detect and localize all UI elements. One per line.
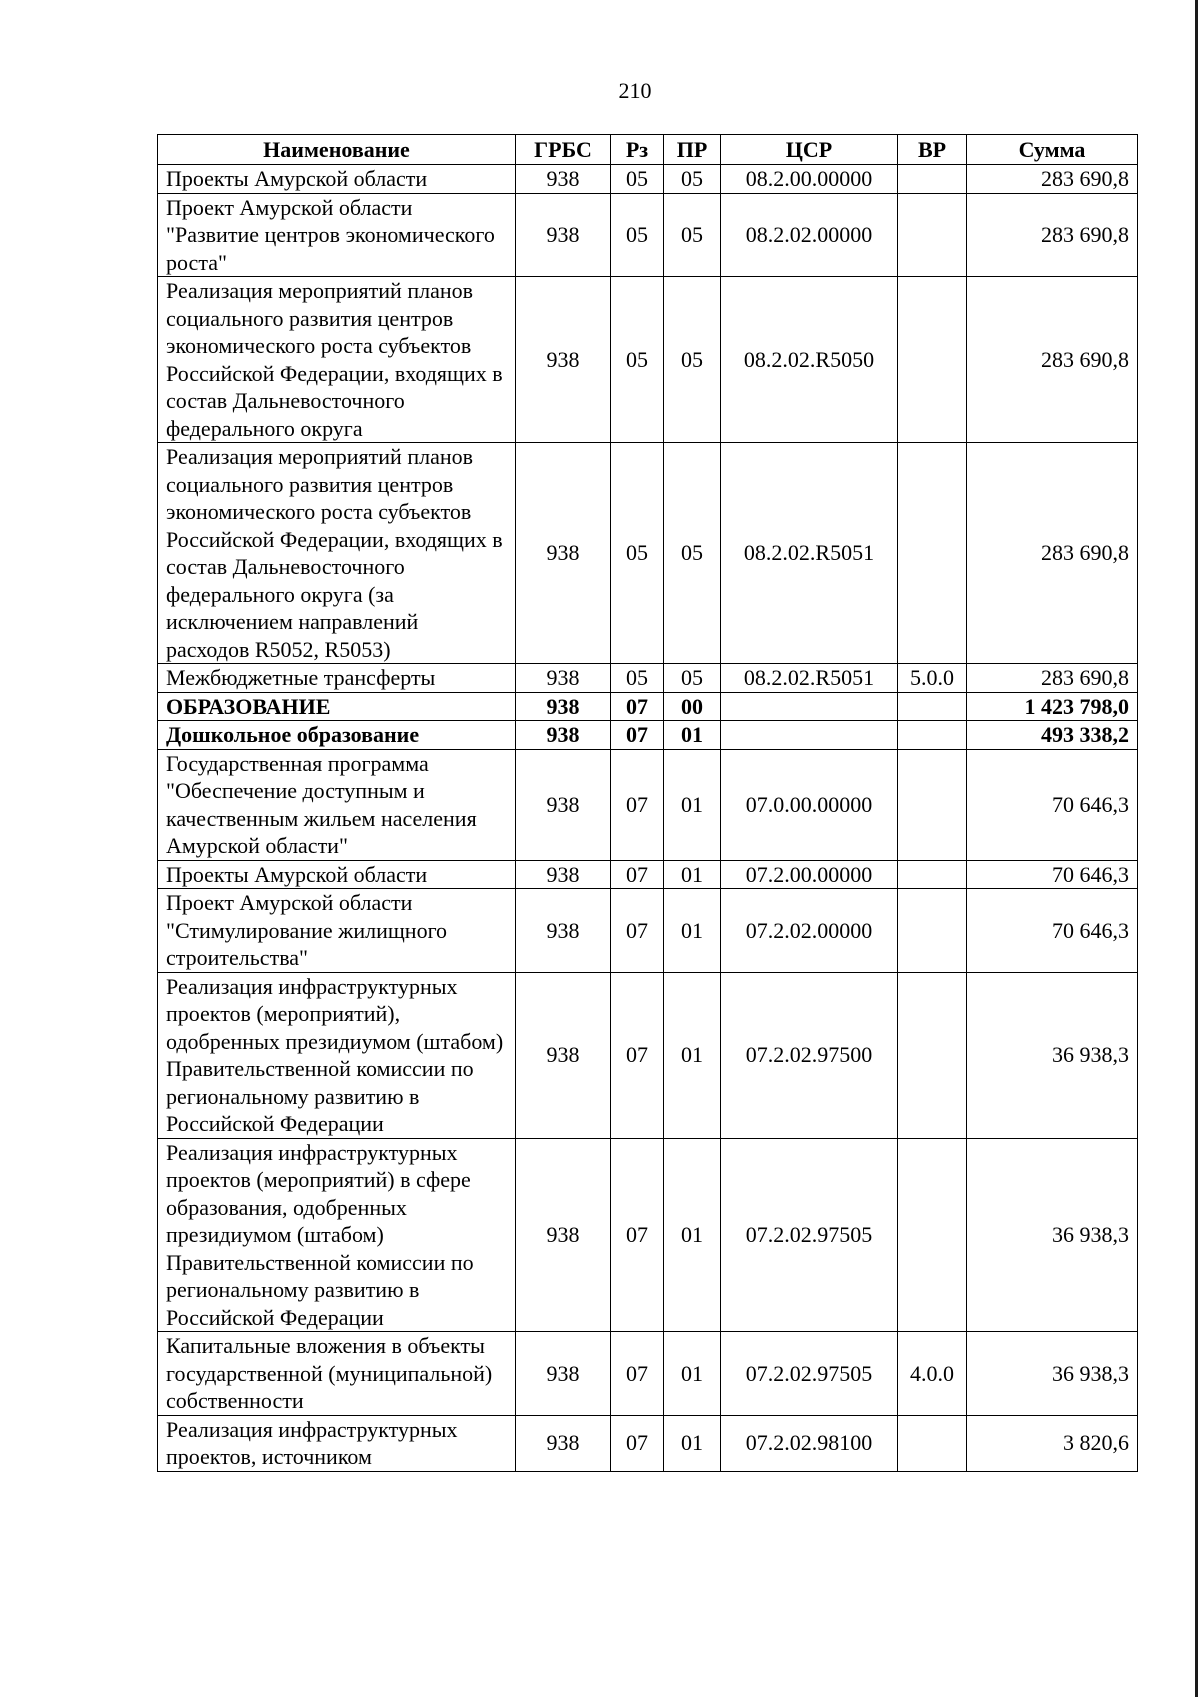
row-rz: 05: [611, 664, 664, 693]
row-csr: 07.2.02.00000: [721, 889, 898, 973]
row-name: Капитальные вложения в объекты государственной (муниципальной) собственности: [158, 1332, 516, 1416]
row-rz: 07: [611, 889, 664, 973]
row-name: ОБРАЗОВАНИЕ: [158, 692, 516, 721]
table-body: [158, 165, 1138, 1472]
row-grbs: 938: [516, 692, 611, 721]
row-name: Проект Амурской области "Развитие центров экономического роста": [158, 193, 516, 277]
page-number: 210: [618, 78, 652, 103]
table-header-row: [158, 135, 1138, 165]
table-row: [158, 721, 1138, 750]
row-rz: 07: [611, 749, 664, 860]
row-rz: 07: [611, 692, 664, 721]
row-pr: 01: [664, 749, 721, 860]
row-sum: 70 646,3: [967, 860, 1138, 889]
row-grbs: 938: [516, 165, 611, 194]
row-vr: 5.0.0: [898, 664, 967, 693]
row-vr: [898, 972, 967, 1138]
row-csr: 08.2.00.00000: [721, 165, 898, 194]
row-csr: 08.2.02.R5051: [721, 664, 898, 693]
table-row: [158, 1138, 1138, 1332]
row-rz: 07: [611, 1415, 664, 1471]
row-grbs: 938: [516, 193, 611, 277]
row-vr: [898, 721, 967, 750]
table-row: [158, 972, 1138, 1138]
row-rz: 05: [611, 165, 664, 194]
row-grbs: 938: [516, 1415, 611, 1471]
row-sum: 36 938,3: [967, 972, 1138, 1138]
row-grbs: 938: [516, 1138, 611, 1332]
header-grbs: ГРБС: [516, 135, 611, 165]
header-rz: Рз: [611, 135, 664, 165]
row-pr: 01: [664, 860, 721, 889]
row-name: Проекты Амурской области: [158, 860, 516, 889]
row-sum: 36 938,3: [967, 1332, 1138, 1416]
table-row: [158, 692, 1138, 721]
row-name: Реализация инфраструктурных проектов (мероприятий), одобренных президиумом (штабом) Правительственной комиссии по региональному развитию в Российской Федерации: [158, 972, 516, 1138]
row-vr: [898, 889, 967, 973]
row-name: Реализация инфраструктурных проектов, источником: [158, 1415, 516, 1471]
row-pr: 05: [664, 193, 721, 277]
row-csr: 07.0.00.00000: [721, 749, 898, 860]
row-sum: 283 690,8: [967, 664, 1138, 693]
row-pr: 00: [664, 692, 721, 721]
header-pr: ПР: [664, 135, 721, 165]
table-row: [158, 1332, 1138, 1416]
row-vr: [898, 165, 967, 194]
table-row: [158, 889, 1138, 973]
row-pr: 05: [664, 664, 721, 693]
row-sum: 70 646,3: [967, 889, 1138, 973]
row-sum: 283 690,8: [967, 165, 1138, 194]
row-name: Реализация инфраструктурных проектов (мероприятий) в сфере образования, одобренных президиумом (штабом) Правительственной комиссии по региональному развитию в Российской Федерации: [158, 1138, 516, 1332]
row-grbs: 938: [516, 1332, 611, 1416]
row-sum: 283 690,8: [967, 443, 1138, 664]
row-vr: [898, 692, 967, 721]
row-name: Проекты Амурской области: [158, 165, 516, 194]
row-csr: 08.2.02.R5051: [721, 443, 898, 664]
row-csr: [721, 692, 898, 721]
row-rz: 07: [611, 1138, 664, 1332]
row-sum: 283 690,8: [967, 277, 1138, 443]
row-csr: 07.2.02.97500: [721, 972, 898, 1138]
row-sum: 3 820,6: [967, 1415, 1138, 1471]
row-pr: 05: [664, 443, 721, 664]
row-name: Межбюджетные трансферты: [158, 664, 516, 693]
scan-edge-line: [1195, 0, 1198, 1697]
row-rz: 07: [611, 1332, 664, 1416]
table-row: [158, 749, 1138, 860]
row-pr: 01: [664, 721, 721, 750]
row-grbs: 938: [516, 443, 611, 664]
row-vr: [898, 1138, 967, 1332]
row-csr: 07.2.02.97505: [721, 1138, 898, 1332]
table-row: [158, 277, 1138, 443]
row-csr: 07.2.02.97505: [721, 1332, 898, 1416]
row-grbs: 938: [516, 721, 611, 750]
row-vr: [898, 860, 967, 889]
header-vr: ВР: [898, 135, 967, 165]
row-sum: 36 938,3: [967, 1138, 1138, 1332]
row-vr: [898, 443, 967, 664]
row-sum: 493 338,2: [967, 721, 1138, 750]
budget-table-container: [157, 134, 1137, 1472]
row-rz: 07: [611, 721, 664, 750]
row-vr: [898, 193, 967, 277]
table-row: [158, 165, 1138, 194]
row-sum: 1 423 798,0: [967, 692, 1138, 721]
row-pr: 01: [664, 1415, 721, 1471]
row-name: Реализация мероприятий планов социального развития центров экономического роста субъектов Российской Федерации, входящих в состав Дальневосточного федерального округа (за исключением направлений расходов R5052, R5053): [158, 443, 516, 664]
row-grbs: 938: [516, 860, 611, 889]
row-pr: 01: [664, 1332, 721, 1416]
row-pr: 01: [664, 1138, 721, 1332]
row-name: Государственная программа "Обеспечение доступным и качественным жильем населения Амурской области": [158, 749, 516, 860]
header-sum: Сумма: [967, 135, 1138, 165]
row-csr: 07.2.02.98100: [721, 1415, 898, 1471]
row-grbs: 938: [516, 277, 611, 443]
row-sum: 283 690,8: [967, 193, 1138, 277]
row-grbs: 938: [516, 749, 611, 860]
header-csr: ЦСР: [721, 135, 898, 165]
row-grbs: 938: [516, 664, 611, 693]
row-grbs: 938: [516, 889, 611, 973]
row-rz: 05: [611, 443, 664, 664]
row-vr: [898, 277, 967, 443]
row-rz: 05: [611, 277, 664, 443]
row-name: Проект Амурской области "Стимулирование жилищного строительства": [158, 889, 516, 973]
row-pr: 05: [664, 165, 721, 194]
table-row: [158, 443, 1138, 664]
row-rz: 07: [611, 972, 664, 1138]
row-rz: 07: [611, 860, 664, 889]
table-row: [158, 1415, 1138, 1471]
row-name: Дошкольное образование: [158, 721, 516, 750]
table-row: [158, 193, 1138, 277]
row-sum: 70 646,3: [967, 749, 1138, 860]
row-csr: 08.2.02.R5050: [721, 277, 898, 443]
row-vr: [898, 749, 967, 860]
row-name: Реализация мероприятий планов социального развития центров экономического роста субъектов Российской Федерации, входящих в состав Дальневосточного федерального округа: [158, 277, 516, 443]
table-row: [158, 860, 1138, 889]
row-csr: [721, 721, 898, 750]
row-grbs: 938: [516, 972, 611, 1138]
header-name: Наименование: [158, 135, 516, 165]
table-row: [158, 664, 1138, 693]
row-pr: 01: [664, 889, 721, 973]
row-vr: 4.0.0: [898, 1332, 967, 1416]
row-csr: 07.2.00.00000: [721, 860, 898, 889]
row-vr: [898, 1415, 967, 1471]
row-pr: 01: [664, 972, 721, 1138]
row-pr: 05: [664, 277, 721, 443]
row-rz: 05: [611, 193, 664, 277]
row-csr: 08.2.02.00000: [721, 193, 898, 277]
budget-table: [157, 134, 1138, 1472]
